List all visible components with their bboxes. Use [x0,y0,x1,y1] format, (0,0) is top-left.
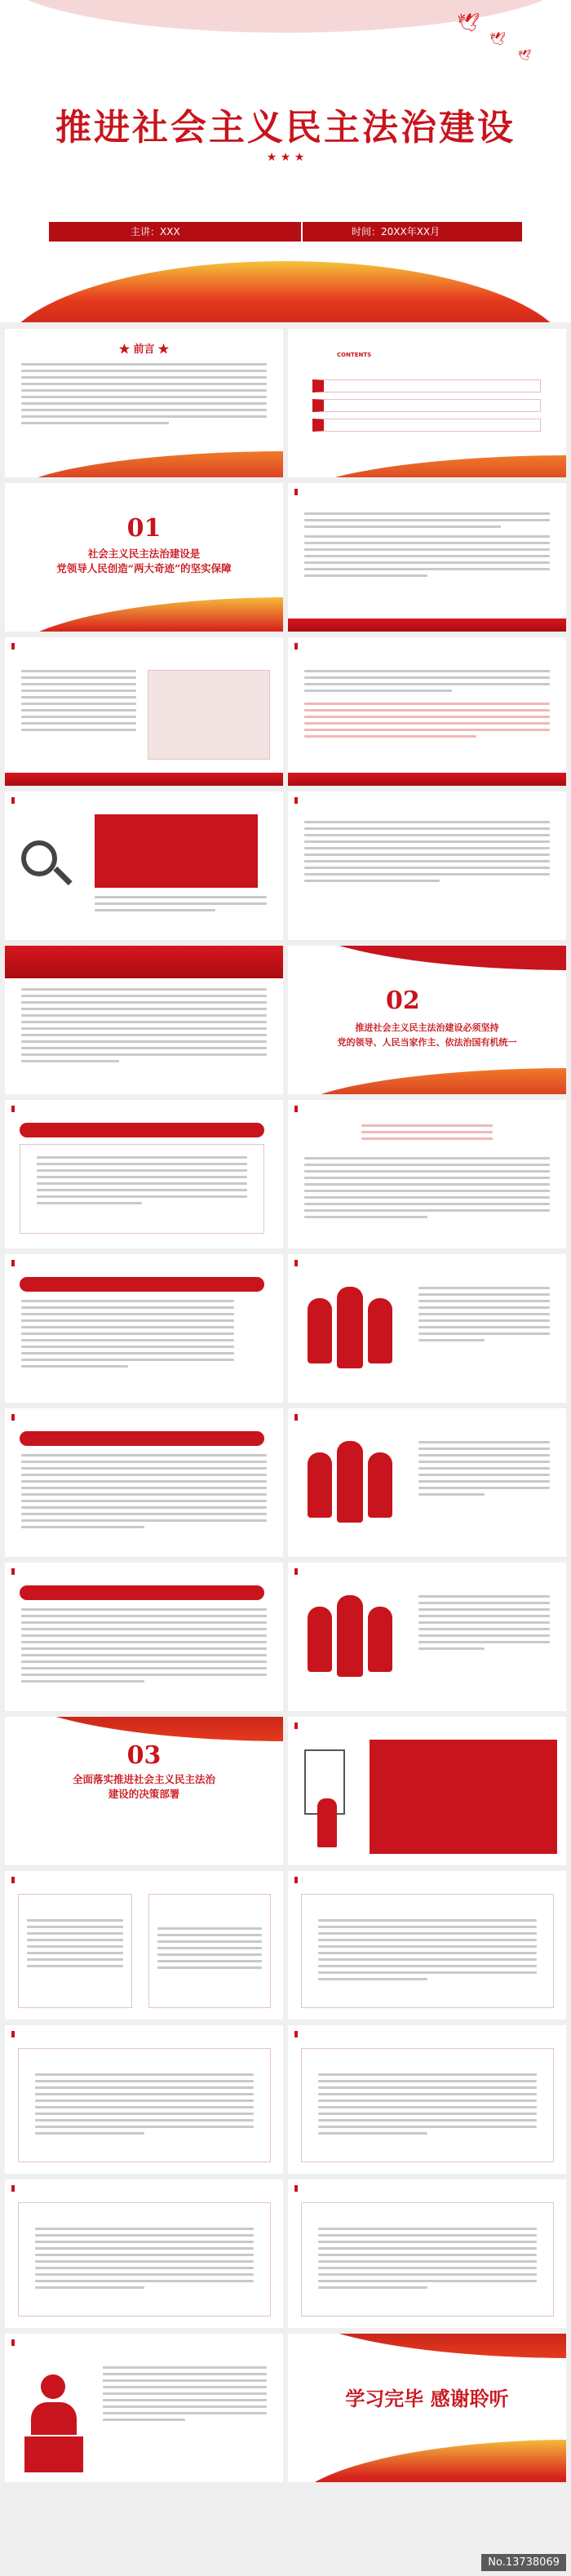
slide-header [5,791,283,809]
slide-header [5,1563,283,1581]
slide-header [288,1871,566,1889]
red-panel [95,814,258,888]
section3-title-1: 全面落实推进社会主义民主法治 [72,1773,215,1785]
slide-header [5,2025,283,2043]
card [301,2048,554,2162]
section1-slide [5,483,283,632]
presenter-icon [301,1749,350,1847]
content-slide [288,1563,566,1711]
card [301,1894,554,2008]
text-block [95,896,267,916]
cover-slide [0,0,571,322]
subtitle-pill [20,1123,264,1137]
content-slide [288,637,566,786]
content-slide [5,1100,283,1248]
slide-header [288,1254,566,1272]
slide-header [288,2179,566,2197]
slide-header [5,1871,283,1889]
contents-item-1 [312,379,541,392]
card [18,2202,271,2317]
slide-header [288,2025,566,2043]
content-slide [5,2025,283,2174]
slide-header [288,1563,566,1581]
content-slide [288,1871,566,2020]
slide-top-wave [288,946,566,970]
section1-title-1: 社会主义民主法治建设是 [87,548,201,560]
text-block [418,1441,550,1500]
content-slide [5,1254,283,1403]
ending-title: 学习完毕 感谢聆听 [345,2387,509,2410]
content-slide [5,1408,283,1557]
red-panel [370,1740,557,1854]
section2-title-2: 党的领导、人民当家作主、依法治国有机统一 [337,1037,517,1048]
content-slide [5,946,283,1094]
slide-header [288,483,566,501]
content-slide [5,1871,283,2020]
section2-number: 02 [386,987,420,1015]
content-slide [5,2334,283,2482]
content-slide [5,1563,283,1711]
slide-header [5,1100,283,1118]
text-block [304,1157,550,1222]
section1-title-2: 党领导人民创造“两大奇迹”的坚实保障 [56,562,232,574]
text-block [21,1300,234,1372]
people-group-icon [296,1279,402,1393]
slide-bottom-wave [5,451,283,477]
content-slide [288,1100,566,1248]
text-block [304,670,550,696]
text-block [418,1595,550,1654]
dove-icon: 🕊 [457,13,480,33]
text-block [21,1608,267,1687]
preface-text-block [21,363,267,428]
slide-red-footer [5,773,283,786]
text-block [304,821,550,886]
text-block [21,1454,267,1532]
slide-top-wave [288,2334,566,2358]
content-slide [288,2025,566,2174]
magnifier-handle [53,867,72,885]
content-slide [288,2179,566,2328]
content-slide [288,1254,566,1403]
cover-stars: ★ ★ ★ [266,151,305,164]
slide-header [288,637,566,655]
content-slide [5,791,283,940]
podium-speaker-icon [21,2374,86,2472]
slide-header [5,1254,283,1272]
text-block [21,988,267,1066]
slide-red-footer [288,773,566,786]
content-slide [288,791,566,940]
people-group-icon [296,1433,402,1547]
section2-title-1: 推进社会主义民主法治建设必须坚持 [355,1022,499,1033]
contents-item-2 [312,399,541,412]
content-slide [5,637,283,786]
slide-header [288,1717,566,1735]
text-block [21,670,136,735]
contents-slide [288,329,566,477]
slide-bottom-wave [288,2440,566,2482]
preface-title: ★ 前言 ★ [118,344,170,356]
section1-number: 01 [126,514,162,543]
subtitle-pill [20,1277,264,1292]
subtitle-pill [20,1585,264,1600]
text-block [418,1287,550,1346]
speaker-label: 主讲：XXX [131,226,180,237]
contents-title: CONTENTS [337,352,372,358]
slide-bottom-wave [288,1068,566,1094]
slide-header [5,2334,283,2352]
preface-slide [5,329,283,477]
text-block [103,2366,267,2425]
section3-title-2: 建设的决策部署 [108,1788,180,1800]
image-placeholder [148,670,270,760]
card [18,2048,271,2162]
text-block [304,703,550,742]
content-slide [288,1408,566,1557]
ending-slide [288,2334,566,2482]
dove-icon: 🕊 [518,50,532,62]
watermark: No.13738069 [481,2554,566,2571]
subtitle-pill [20,1431,264,1446]
text-block [304,535,550,581]
cover-top-wave [0,0,571,33]
slide-header [5,2179,283,2197]
text-block [304,512,550,532]
slide-header [288,1100,566,1118]
cover-meta-bar [49,222,522,242]
content-slide [5,2179,283,2328]
slide-header [5,1408,283,1426]
card [18,1894,132,2008]
slide-header [5,637,283,655]
contents-item-3 [312,419,541,432]
card [148,1894,271,2008]
content-slide [288,1717,566,1865]
magnifier-icon [21,840,57,876]
dove-icon: 🕊 [489,31,507,47]
card [301,2202,554,2317]
section3-number: 03 [126,1741,162,1770]
content-slide [288,483,566,632]
time-label: 时间：20XX年XX月 [301,222,522,242]
quote-box [20,1144,264,1234]
section2-slide [288,946,566,1094]
slide-header [288,791,566,809]
slide-top-wave [5,1717,283,1741]
people-group-icon [296,1587,402,1701]
slide-red-header [5,946,283,978]
slide-red-footer [288,619,566,632]
slide-bottom-wave [5,597,283,632]
cover-bottom-wave [0,261,571,322]
slide-bottom-wave [288,455,566,477]
cover-title: 推进社会主义民主法治建设 [55,107,516,149]
section3-slide [5,1717,283,1865]
slide-header [288,1408,566,1426]
text-block [361,1124,493,1144]
